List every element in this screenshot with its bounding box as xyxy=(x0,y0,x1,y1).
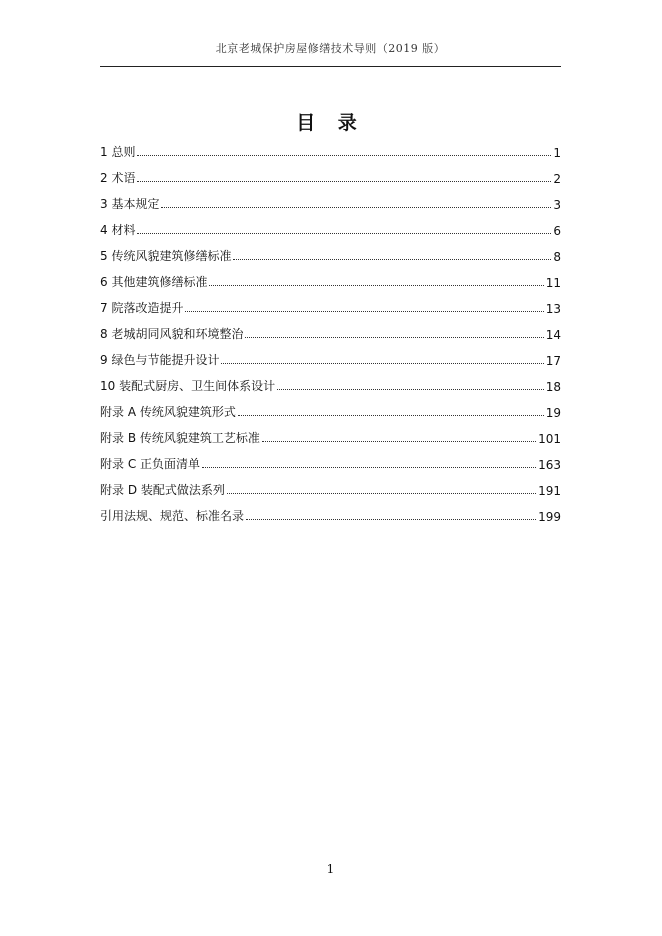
toc-entry-page: 18 xyxy=(545,380,561,394)
toc-entry[interactable] xyxy=(100,368,561,394)
toc-entry-label: 5 传统风貌建筑修缮标准 xyxy=(100,249,232,263)
toc-entry-label: 10 装配式厨房、卫生间体系设计 xyxy=(100,379,276,393)
toc-entry-label: 4 材料 xyxy=(100,223,136,237)
dot-leader xyxy=(233,259,551,260)
dot-leader xyxy=(238,415,544,416)
toc-entry[interactable] xyxy=(100,394,561,420)
toc-entry[interactable] xyxy=(100,498,561,524)
running-header: 北京老城保护房屋修缮技术导则（2019 版） xyxy=(215,42,446,55)
toc-entry-label: 引用法规、规范、标准名录 xyxy=(100,509,245,523)
dot-leader xyxy=(202,467,536,468)
toc-entry[interactable] xyxy=(100,186,561,212)
toc-entry[interactable] xyxy=(100,420,561,446)
toc-entry-label: 1 总则 xyxy=(100,145,136,159)
toc-entry[interactable] xyxy=(100,212,561,238)
toc-entry-page: 191 xyxy=(538,484,561,498)
toc-entry-label: 附录 C 正负面清单 xyxy=(100,457,201,471)
toc-entry[interactable] xyxy=(100,238,561,264)
toc-entry-page: 1 xyxy=(553,146,561,160)
toc-entry-label: 3 基本规定 xyxy=(100,197,160,211)
toc-entry-page: 8 xyxy=(553,250,561,264)
toc-entry-label: 9 绿色与节能提升设计 xyxy=(100,353,220,367)
dot-leader xyxy=(185,311,543,312)
toc-entry[interactable] xyxy=(100,290,561,316)
dot-leader xyxy=(161,207,551,208)
toc-entry[interactable] xyxy=(100,264,561,290)
toc-entry-page: 199 xyxy=(538,510,561,524)
dot-leader xyxy=(209,285,543,286)
dot-leader xyxy=(137,181,551,182)
page-number: 1 xyxy=(326,862,335,876)
toc-entry-page: 14 xyxy=(545,328,561,342)
dot-leader xyxy=(227,493,536,494)
toc-entry-page: 13 xyxy=(545,302,561,316)
toc-entry-page: 3 xyxy=(553,198,561,212)
toc-entry-page: 11 xyxy=(545,276,561,290)
table-of-contents xyxy=(100,134,561,524)
toc-entry[interactable] xyxy=(100,446,561,472)
toc-entry-page: 101 xyxy=(538,432,561,446)
toc-entry[interactable] xyxy=(100,342,561,368)
toc-entry-label: 附录 D 装配式做法系列 xyxy=(100,483,225,497)
dot-leader xyxy=(245,337,543,338)
toc-entry[interactable] xyxy=(100,472,561,498)
dot-leader xyxy=(277,389,544,390)
toc-entry-label: 附录 A 传统风貌建筑形式 xyxy=(100,405,236,419)
header-divider xyxy=(100,66,561,67)
toc-entry-page: 19 xyxy=(545,406,561,420)
toc-entry-label: 6 其他建筑修缮标准 xyxy=(100,275,208,289)
toc-entry[interactable] xyxy=(100,316,561,342)
toc-entry-label: 2 术语 xyxy=(100,171,136,185)
dot-leader xyxy=(137,155,551,156)
toc-entry[interactable] xyxy=(100,160,561,186)
dot-leader xyxy=(246,519,536,520)
dot-leader xyxy=(137,233,551,234)
toc-entry-label: 8 老城胡同风貌和环境整治 xyxy=(100,327,244,341)
toc-entry-page: 6 xyxy=(553,224,561,238)
dot-leader xyxy=(262,441,536,442)
toc-entry[interactable] xyxy=(100,134,561,160)
toc-entry-page: 17 xyxy=(545,354,561,368)
dot-leader xyxy=(221,363,543,364)
toc-entry-page: 2 xyxy=(553,172,561,186)
toc-entry-label: 7 院落改造提升 xyxy=(100,301,184,315)
toc-title: 目 录 xyxy=(296,112,365,134)
toc-entry-page: 163 xyxy=(538,458,561,472)
toc-entry-label: 附录 B 传统风貌建筑工艺标准 xyxy=(100,431,260,445)
